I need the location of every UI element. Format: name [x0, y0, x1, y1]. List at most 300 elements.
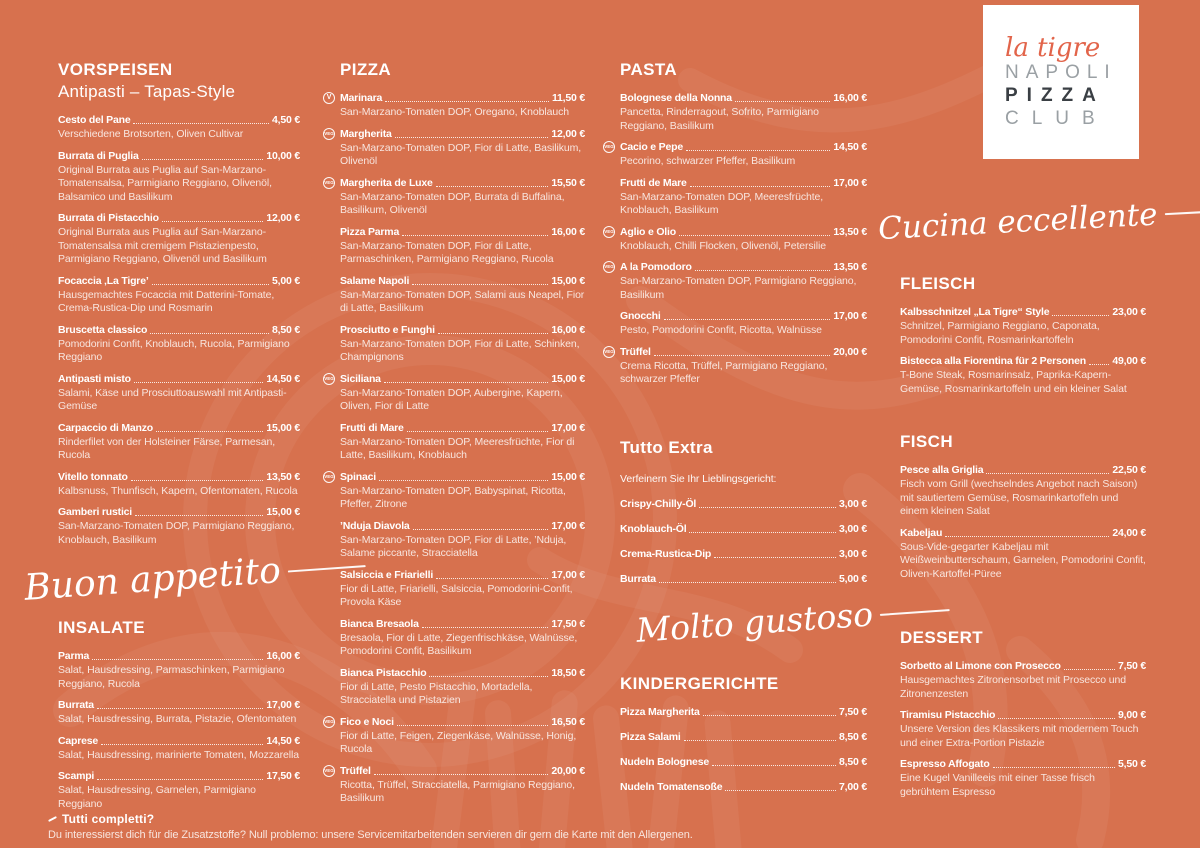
- column-tutto-extra: [620, 438, 867, 586]
- item-name-row: [340, 421, 585, 435]
- item-name: Trüffel: [620, 345, 651, 358]
- item-price: 16,00 €: [833, 92, 867, 104]
- dotted-leader: [395, 137, 549, 138]
- item-description: San-Marzano-Tomaten DOP, Meeresfrüchte, Fior di Latte, Basilikum, Knoblauch: [340, 435, 575, 461]
- column-vorspeisen: [58, 60, 300, 547]
- item-name-row: [58, 698, 300, 712]
- item-description: San-Marzano-Tomaten DOP, Parmigiano Reggiano, Knoblauch, Basilikum: [58, 520, 295, 546]
- item-description: San-Marzano-Tomaten DOP, Fior di Latte, Parmaschinken, Parmigiano Reggiano, Rucola: [340, 239, 554, 265]
- item-name: Cacio e Pepe: [620, 141, 683, 153]
- dotted-leader: [735, 101, 830, 102]
- menu-item: [900, 463, 1146, 519]
- item-price: 17,00 €: [833, 176, 867, 189]
- item-name: Burrata: [58, 699, 94, 711]
- item-name: Frutti de Mare: [620, 176, 687, 189]
- item-list: [620, 497, 867, 586]
- item-description: Hausgemachtes Focaccia mit Datterini-Tomate, Crema-Rustica-Dip und Rosmarin: [58, 288, 275, 314]
- item-description: Salat, Hausdressing, marinierte Tomaten, Mozzarella: [58, 748, 299, 761]
- item-price: 4,50 €: [272, 114, 300, 126]
- item-name: Bruscetta classico: [58, 323, 148, 336]
- menu-item: [620, 730, 867, 744]
- item-description: Original Burrata aus Puglia auf San-Marzano-Tomatensalsa mit cremigem Pistazienpesto, Parmigiano Reggiano, Olivenöl und Basilikum: [58, 226, 267, 265]
- vegetarian-badge-icon: VEG: [603, 261, 615, 273]
- footer-title-row: [48, 812, 868, 826]
- item-list: [324, 91, 585, 806]
- item-name-row: [58, 734, 300, 748]
- item-price: 15,50 €: [551, 176, 585, 189]
- item-description: San-Marzano-Tomaten DOP, Babyspinat, Ricotta, Pfeffer, Zitrone: [340, 484, 566, 510]
- menu-item: [324, 470, 585, 512]
- menu-item: [58, 421, 300, 463]
- item-name: Spinaci: [340, 470, 376, 483]
- dotted-leader: [134, 382, 264, 383]
- item-price: 11,50 €: [551, 92, 585, 104]
- item-price: 12,00 €: [551, 127, 585, 140]
- item-name-row: [324, 764, 585, 778]
- menu-item: [58, 274, 300, 316]
- item-name-row: [340, 666, 585, 680]
- logo-script-text: la tigre: [1005, 32, 1101, 63]
- menu-item: [340, 421, 585, 463]
- item-description: Kalbsnuss, Thunfisch, Kapern, Ofentomaten, Rucola: [58, 484, 298, 497]
- item-description: Pancetta, Rinderragout, Sofrito, Parmigiano Reggiano, Basilikum: [620, 106, 819, 132]
- item-description: Knoblauch, Chilli Flocken, Olivenöl, Petersilie: [620, 239, 826, 252]
- item-price: 13,50 €: [266, 470, 300, 483]
- menu-item: [620, 497, 867, 511]
- vegetarian-badge-icon: VEG: [603, 346, 615, 358]
- item-name-row: [58, 149, 300, 163]
- item-price: 13,50 €: [833, 261, 867, 273]
- menu-item: [604, 225, 867, 254]
- dotted-leader: [135, 515, 263, 516]
- item-name: Espresso Affogato: [900, 758, 990, 770]
- item-name: Frutti di Mare: [340, 421, 404, 434]
- menu-item: [324, 176, 585, 218]
- script-buon-appetito: [23, 544, 367, 609]
- section-intro-tutto-extra: Verfeinern Sie Ihr Lieblingsgericht:: [620, 473, 777, 485]
- item-price: 15,00 €: [551, 274, 585, 287]
- menu-item: [340, 568, 585, 610]
- script-text: Buon appetito: [22, 550, 283, 609]
- dotted-leader: [686, 150, 830, 151]
- item-description: Eine Kugel Vanilleeis mit einer Tasse frisch gebrühtem Espresso: [900, 772, 1095, 798]
- item-price: 14,50 €: [833, 141, 867, 153]
- item-name: Nudeln Bolognese: [620, 756, 709, 768]
- item-price: 23,00 €: [1112, 306, 1146, 318]
- item-description: Fior di Latte, Pesto Pistacchio, Mortadella, Stracciatella und Pistazien: [340, 680, 533, 706]
- menu-item: [620, 522, 867, 536]
- item-name-row: [326, 91, 585, 105]
- dotted-leader: [152, 284, 269, 285]
- item-name-row: [58, 769, 300, 783]
- item-price: 20,00 €: [551, 764, 585, 777]
- item-price: 7,50 €: [1118, 660, 1146, 672]
- item-name: Pizza Parma: [340, 225, 400, 238]
- menu-item: [900, 354, 1146, 396]
- item-name: Pizza Salami: [620, 731, 681, 743]
- footer-text: Du interessierst dich für die Zusatzstoffe? Null problemo: unsere Servicemitarbeitenden servieren dir gern die Karte mit den Allergenen.: [48, 829, 693, 841]
- dotted-leader: [156, 431, 263, 432]
- item-name: Aglio e Olio: [620, 225, 676, 238]
- footer-title: Tutti completti?: [62, 812, 155, 826]
- dotted-leader: [945, 536, 1109, 537]
- dotted-leader: [92, 659, 263, 660]
- vegetarian-badge-icon: VEG: [323, 716, 335, 728]
- item-name-row: [604, 140, 867, 154]
- logo-word-club: CLUB: [1005, 107, 1108, 129]
- menu-item: [620, 309, 867, 338]
- item-price: 49,00 €: [1112, 355, 1146, 367]
- logo-word-pizza: PIZZA: [1005, 84, 1105, 106]
- item-description: Bresaola, Fior di Latte, Ziegenfrischkäse, Walnüsse, Pomodorini Confit, Basilikum: [340, 631, 578, 657]
- item-description: San-Marzano-Tomaten DOP, Burrata di Buffalina, Basilikum, Olivenöl: [340, 190, 565, 216]
- item-name: Nudeln Tomatensoße: [620, 781, 723, 793]
- item-description: Fior di Latte, Feigen, Ziegenkäse, Walnüsse, Honig, Rucola: [340, 729, 577, 755]
- item-name-row: [620, 91, 867, 105]
- item-name-row: [620, 522, 867, 536]
- section-title-fisch: FISCH: [900, 432, 953, 451]
- dotted-leader: [385, 101, 549, 102]
- item-name-row: [900, 659, 1146, 673]
- item-name-row: [58, 372, 300, 386]
- dotted-leader: [689, 532, 836, 533]
- vegetarian-badge-icon: VEG: [323, 471, 335, 483]
- item-name: Burrata: [620, 573, 656, 585]
- item-name: Fico e Noci: [340, 715, 394, 728]
- item-list: [58, 113, 300, 547]
- item-price: 3,00 €: [839, 523, 867, 535]
- item-description: Hausgemachtes Zitronensorbet mit Prosecco und Zitronenzesten: [900, 674, 1127, 700]
- section-title-kindergerichte: KINDERGERICHTE: [620, 674, 779, 693]
- item-price: 24,00 €: [1112, 526, 1146, 539]
- item-name: Focaccia ‚La Tigre’: [58, 274, 149, 287]
- item-description: Rinderfilet von der Holsteiner Färse, Parmesan, Rucola: [58, 435, 276, 461]
- item-description: San-Marzano-Tomaten DOP, Meeresfrüchte, Knoblauch, Basilikum: [620, 190, 824, 216]
- item-description: Verschiedene Brotsorten, Oliven Cultivar: [58, 128, 244, 140]
- item-price: 7,00 €: [839, 781, 867, 793]
- item-price: 15,00 €: [551, 470, 585, 483]
- menu-item: [340, 617, 585, 659]
- dotted-leader: [690, 186, 831, 187]
- script-text: Cucina eccellente: [877, 196, 1159, 248]
- item-name-row: [604, 345, 867, 359]
- item-name: Sorbetto al Limone con Prosecco: [900, 660, 1061, 672]
- item-name-row: [900, 526, 1146, 540]
- item-price: 5,00 €: [839, 573, 867, 585]
- item-description: Salami, Käse und Prosciuttoauswahl mit Antipasti-Gemüse: [58, 386, 287, 412]
- dotted-leader: [97, 708, 263, 709]
- item-name-row: [340, 274, 585, 288]
- item-name: Marinara: [340, 92, 383, 104]
- dotted-leader: [97, 779, 263, 780]
- item-name: Pizza Margherita: [620, 706, 700, 718]
- dotted-leader: [407, 431, 549, 432]
- item-price: 20,00 €: [833, 345, 867, 358]
- item-name: Margherita: [340, 127, 392, 140]
- vegetarian-badge-icon: VEG: [323, 765, 335, 777]
- menu-item: [58, 323, 300, 365]
- item-name: Trüffel: [340, 764, 371, 777]
- menu-item: [604, 345, 867, 387]
- item-name-row: [58, 470, 300, 484]
- item-price: 17,00 €: [551, 519, 585, 532]
- item-name: Kabeljau: [900, 526, 943, 539]
- menu-item: [324, 372, 585, 414]
- dotted-leader: [438, 333, 549, 334]
- item-description: Pecorino, schwarzer Pfeffer, Basilikum: [620, 155, 796, 167]
- item-description: Fior di Latte, Friarielli, Salsiccia, Pomodorini-Confit, Provola Käse: [340, 582, 573, 608]
- item-name: Parma: [58, 650, 90, 662]
- dotted-leader: [142, 159, 264, 160]
- item-description: Pomodorini Confit, Knoblauch, Rucola, Parmigiano Reggiano: [58, 337, 290, 363]
- item-description: San-Marzano-Tomaten DOP, Salami aus Neapel, Fior di Latte, Basilikum: [340, 288, 585, 314]
- menu-item: [58, 505, 300, 547]
- section-title-fleisch: FLEISCH: [900, 274, 976, 293]
- menu-item: [340, 225, 585, 267]
- menu-item: [324, 764, 585, 806]
- menu-item: [340, 666, 585, 708]
- item-description: Original Burrata aus Puglia auf San-Marzano-Tomatensalsa, Parmigiano Reggiano, Olivenöl, Balsamico und Basilikum: [58, 163, 272, 203]
- item-price: 10,00 €: [266, 149, 300, 162]
- item-name-row: [58, 274, 300, 288]
- item-name-row: [900, 708, 1146, 722]
- item-name-row: [620, 755, 867, 769]
- menu-item: [58, 769, 300, 811]
- logo-word-napoli: NAPOLI: [1005, 61, 1117, 83]
- dotted-leader: [150, 333, 269, 334]
- item-name-row: [324, 372, 585, 386]
- item-name-row: [58, 211, 300, 225]
- script-text: Molto gustoso: [635, 594, 875, 650]
- item-list: [58, 649, 300, 811]
- item-name-row: [900, 757, 1146, 771]
- item-description: Salat, Hausdressing, Burrata, Pistazie, Ofentomaten: [58, 713, 297, 725]
- column-fisch: [900, 432, 1146, 581]
- section-title-pasta: PASTA: [620, 60, 678, 79]
- dotted-leader: [679, 235, 830, 236]
- item-name-row: [324, 127, 585, 141]
- section-title-pizza: PIZZA: [340, 60, 392, 79]
- item-price: 15,00 €: [551, 372, 585, 385]
- dotted-leader: [703, 715, 836, 716]
- item-name-row: [58, 421, 300, 435]
- dotted-leader: [654, 355, 831, 356]
- section-title-tutto-extra: Tutto Extra: [620, 438, 713, 457]
- item-description: Unsere Version des Klassikers mit modernem Touch und einer Extra-Portion Pistazie: [900, 723, 1139, 749]
- menu-item: [58, 149, 300, 205]
- menu-item: [900, 708, 1146, 750]
- item-name: Siciliana: [340, 372, 381, 385]
- vegetarian-badge-icon: VEG: [603, 226, 615, 238]
- item-description: Ricotta, Trüffel, Stracciatella, Parmigiano Reggiano, Basilikum: [340, 778, 575, 804]
- menu-item: [604, 260, 867, 302]
- dotted-leader: [993, 767, 1115, 768]
- item-price: 16,50 €: [551, 715, 585, 728]
- item-name-row: [620, 547, 867, 561]
- item-name-row: [620, 572, 867, 586]
- menu-item: [620, 547, 867, 561]
- item-price: 17,50 €: [551, 617, 585, 630]
- item-price: 18,50 €: [551, 666, 585, 679]
- menu-item: [620, 91, 867, 133]
- item-price: 22,50 €: [1112, 464, 1146, 476]
- section-subtitle-vorspeisen: Antipasti – Tapas-Style: [58, 82, 236, 101]
- item-price: 7,50 €: [839, 706, 867, 718]
- swoosh-line: [880, 609, 950, 616]
- menu-item: [58, 470, 300, 499]
- item-name: A la Pomodoro: [620, 261, 692, 273]
- item-name-row: [340, 568, 585, 582]
- item-list: [604, 91, 867, 387]
- section-title-insalate: INSALATE: [58, 618, 145, 637]
- item-name: Antipasti misto: [58, 372, 131, 385]
- dotted-leader: [384, 382, 549, 383]
- item-name: Bianca Bresaola: [340, 617, 419, 630]
- menu-item: [340, 323, 585, 365]
- column-fleisch: [900, 274, 1146, 396]
- menu-item: [326, 91, 585, 120]
- item-description: Salat, Hausdressing, Parmaschinken, Parmigiano Reggiano, Rucola: [58, 664, 285, 690]
- item-name-row: [340, 519, 585, 533]
- item-name-row: [620, 309, 867, 323]
- item-price: 5,00 €: [272, 274, 300, 287]
- menu-item: [58, 649, 300, 691]
- dotted-leader: [429, 676, 548, 677]
- item-name: Bolognese della Nonna: [620, 92, 732, 104]
- menu-item: [324, 127, 585, 169]
- item-name-row: [620, 705, 867, 719]
- menu-item: [604, 140, 867, 169]
- vegan-badge-icon: V: [323, 92, 335, 104]
- dotted-leader: [162, 221, 264, 222]
- item-description: Schnitzel, Parmigiano Reggiano, Caponata, Pomodorini Confit, Rosmarinkartoffeln: [900, 320, 1100, 346]
- dotted-leader: [712, 765, 836, 766]
- menu-item: [324, 715, 585, 757]
- section-title-dessert: DESSERT: [900, 628, 984, 647]
- item-name-row: [900, 354, 1146, 368]
- item-name-row: [604, 260, 867, 274]
- column-pizza: [324, 60, 585, 806]
- item-price: 3,00 €: [839, 498, 867, 510]
- item-name: Pesce alla Griglia: [900, 464, 984, 476]
- menu-item: [340, 519, 585, 561]
- item-name: Scampi: [58, 770, 95, 782]
- column-dessert: [900, 628, 1146, 799]
- footer: [48, 812, 868, 841]
- item-name-row: [58, 649, 300, 663]
- item-name-row: [324, 470, 585, 484]
- item-description: San-Marzano-Tomaten DOP, Fior di Latte, ’Nduja, Salame piccante, Stracciatella: [340, 533, 567, 559]
- section-title-vorspeisen: VORSPEISEN: [58, 60, 173, 79]
- dotted-leader: [374, 774, 549, 775]
- footer-dash-icon: [48, 816, 57, 822]
- column-kindergerichte: [620, 674, 867, 794]
- swoosh-line: [1164, 210, 1200, 215]
- item-price: 16,00 €: [551, 225, 585, 238]
- dotted-leader: [699, 507, 836, 508]
- dotted-leader: [101, 744, 263, 745]
- menu-item: [620, 780, 867, 794]
- dotted-leader: [664, 319, 831, 320]
- item-name-row: [340, 323, 585, 337]
- item-name-row: [340, 225, 585, 239]
- item-list: [900, 463, 1146, 581]
- item-name-row: [58, 505, 300, 519]
- item-price: 3,00 €: [839, 548, 867, 560]
- item-price: 17,00 €: [266, 699, 300, 711]
- vegetarian-badge-icon: VEG: [323, 177, 335, 189]
- item-description: Crema Ricotta, Trüffel, Parmigiano Reggiano, schwarzer Pfeffer: [620, 359, 828, 385]
- item-name: Gamberi rustici: [58, 506, 133, 518]
- item-name-row: [620, 497, 867, 511]
- item-description: San-Marzano-Tomaten DOP, Oregano, Knoblauch: [340, 106, 569, 118]
- item-name-row: [620, 730, 867, 744]
- item-description: San-Marzano-Tomaten DOP, Fior di Latte, Basilikum, Olivenöl: [340, 141, 582, 167]
- dotted-leader: [684, 740, 836, 741]
- item-name: Burrata di Puglia: [58, 149, 139, 162]
- item-price: 16,00 €: [266, 650, 300, 662]
- dotted-leader: [1052, 315, 1109, 316]
- item-price: 17,00 €: [833, 310, 867, 322]
- item-name-row: [58, 113, 300, 127]
- menu-item: [58, 113, 300, 142]
- item-name-row: [324, 176, 585, 190]
- item-description: Salat, Hausdressing, Garnelen, Parmigiano Reggiano: [58, 784, 256, 810]
- item-price: 8,50 €: [839, 731, 867, 743]
- vegetarian-badge-icon: VEG: [323, 373, 335, 385]
- item-name: Crispy-Chilly-Öl: [620, 498, 697, 510]
- dotted-leader: [397, 725, 549, 726]
- item-name: Prosciutto e Funghi: [340, 323, 435, 336]
- item-name: Burrata di Pistacchio: [58, 212, 159, 224]
- menu-item: [620, 755, 867, 769]
- item-name: Salame Napoli: [340, 274, 410, 287]
- item-name: Gnocchi: [620, 310, 661, 322]
- dotted-leader: [1089, 364, 1109, 365]
- item-price: 9,00 €: [1118, 709, 1146, 721]
- item-name: Bistecca alla Fiorentina für 2 Personen: [900, 355, 1086, 367]
- menu-item: [900, 526, 1146, 582]
- item-name: Knoblauch-Öl: [620, 523, 687, 535]
- menu-item: [58, 372, 300, 414]
- item-name: Carpaccio di Manzo: [58, 421, 154, 434]
- item-price: 16,00 €: [551, 323, 585, 336]
- item-name: Kalbsschnitzel „La Tigre“ Style: [900, 306, 1050, 318]
- column-insalate: [58, 618, 300, 811]
- dotted-leader: [436, 578, 548, 579]
- item-name-row: [58, 323, 300, 337]
- logo: [983, 5, 1139, 159]
- dotted-leader: [413, 529, 549, 530]
- item-description: Sous-Vide-gegarter Kabeljau mit Weißweinbutterschaum, Garnelen, Pomodorini Confit, Oliven-Kartoffel-Püree: [900, 540, 1146, 580]
- item-name-row: [324, 715, 585, 729]
- item-description: Pesto, Pomodorini Confit, Ricotta, Walnüsse: [620, 324, 822, 336]
- item-name-row: [620, 176, 867, 190]
- dotted-leader: [412, 284, 548, 285]
- menu-item: [900, 659, 1146, 701]
- dotted-leader: [725, 790, 836, 791]
- vegetarian-badge-icon: VEG: [603, 141, 615, 153]
- item-name: Salsiccia e Friarielli: [340, 568, 434, 581]
- item-price: 8,50 €: [839, 756, 867, 768]
- item-price: 14,50 €: [266, 734, 300, 747]
- item-name-row: [340, 617, 585, 631]
- item-list: [900, 659, 1146, 799]
- item-name-row: [900, 305, 1146, 319]
- dotted-leader: [133, 123, 269, 124]
- dotted-leader: [986, 473, 1109, 474]
- vegetarian-badge-icon: VEG: [323, 128, 335, 140]
